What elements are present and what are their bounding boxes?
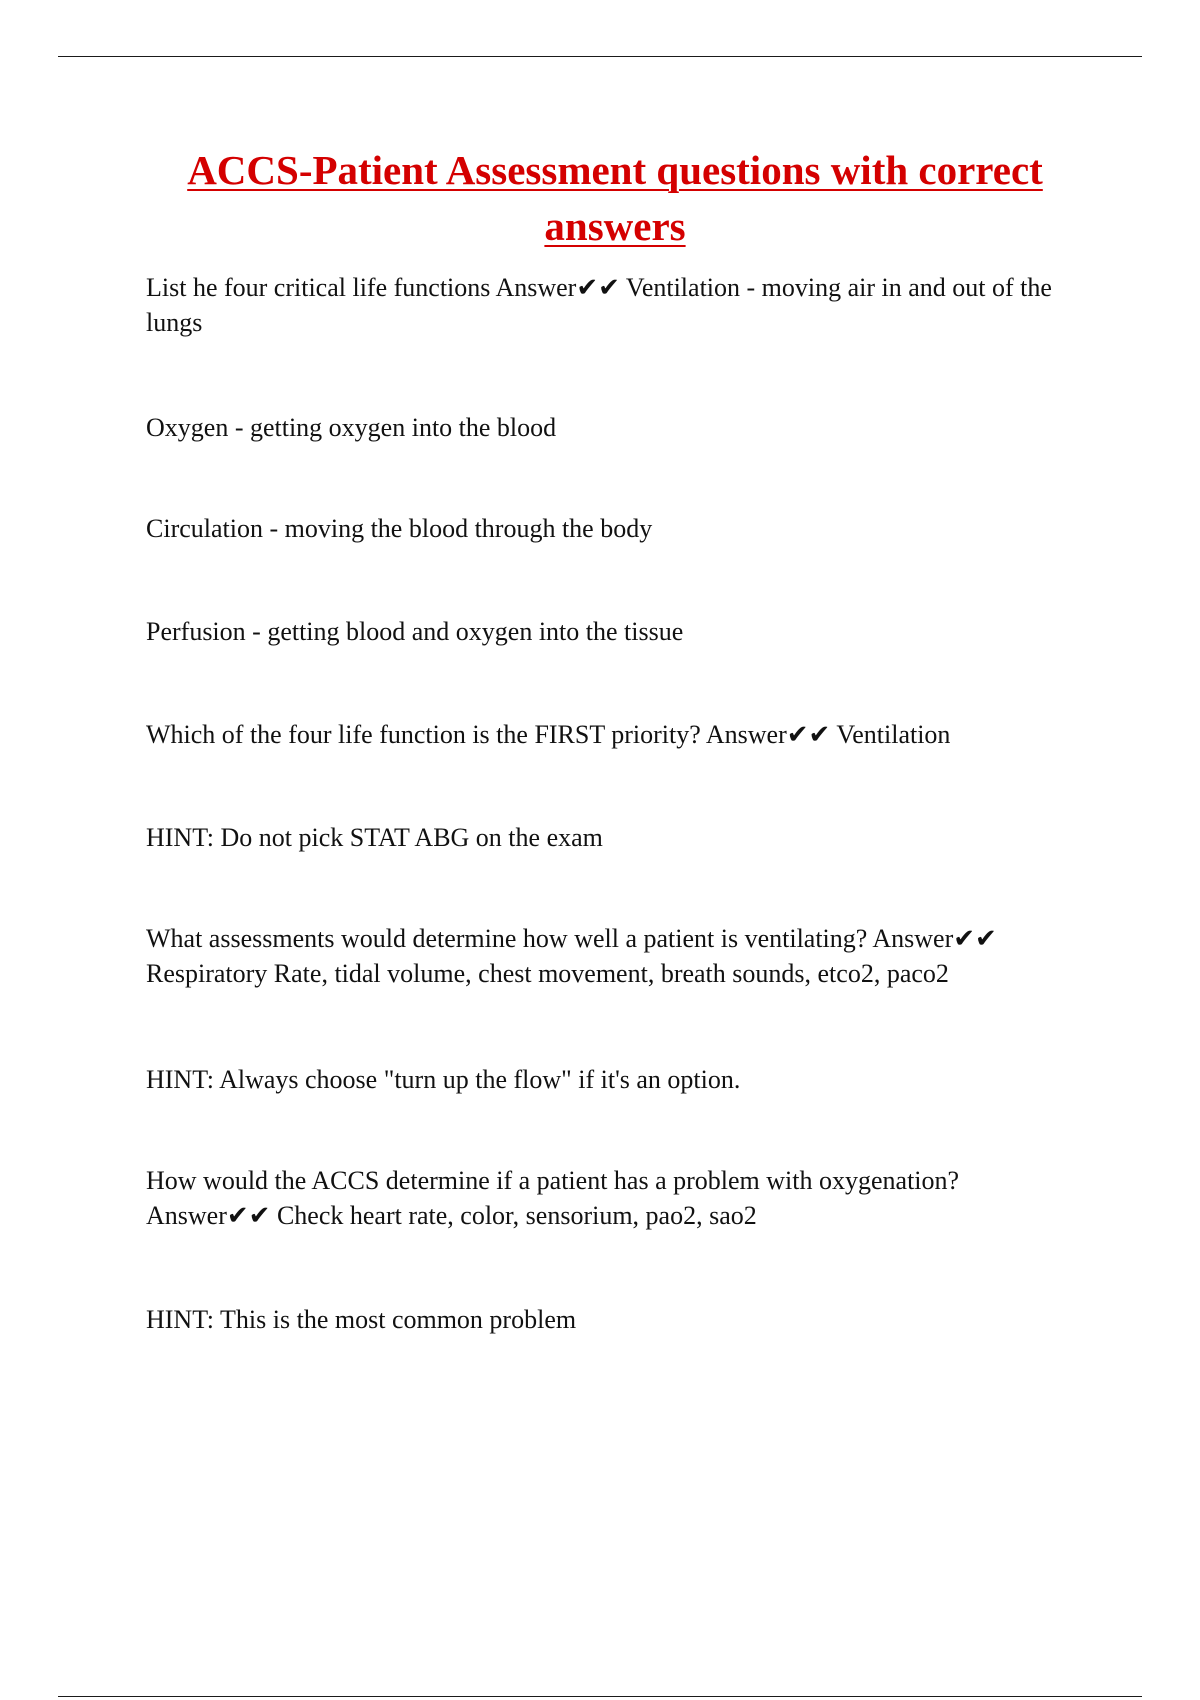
paragraph-ventilation-assessment: What assessments would determine how well a patient is ventilating? Answer✔✔ Respiratory Rate, tidal volume, chest movement, breath sounds, etco2, paco2 bbox=[146, 924, 997, 988]
paragraph-oxygenation-problem: How would the ACCS determine if a patient has a problem with oxygenation? Answer✔✔ Check heart rate, color, sensorium, pao2, sao2 bbox=[146, 1166, 960, 1230]
paragraph-perfusion: Perfusion - getting blood and oxygen into the tissue bbox=[146, 617, 684, 646]
document-title: ACCS-Patient Assessment questions with correct answers bbox=[187, 147, 1043, 249]
top-rule bbox=[58, 56, 1142, 57]
paragraph-first-priority: Which of the four life function is the FIRST priority? Answer✔✔ Ventilation bbox=[146, 720, 951, 749]
paragraph-critical-life-functions: List he four critical life functions Answer✔✔ Ventilation - moving air in and out of the lungs bbox=[146, 273, 1052, 337]
paragraph-oxygen: Oxygen - getting oxygen into the blood bbox=[146, 413, 557, 442]
bottom-rule bbox=[58, 1696, 1142, 1697]
paragraph-hint-turn-up-flow: HINT: Always choose "turn up the flow" if it's an option. bbox=[146, 1065, 741, 1094]
paragraph-hint-stat-abg: HINT: Do not pick STAT ABG on the exam bbox=[146, 823, 603, 852]
paragraph-circulation: Circulation - moving the blood through the body bbox=[146, 514, 653, 543]
paragraph-hint-common-problem: HINT: This is the most common problem bbox=[146, 1305, 577, 1334]
